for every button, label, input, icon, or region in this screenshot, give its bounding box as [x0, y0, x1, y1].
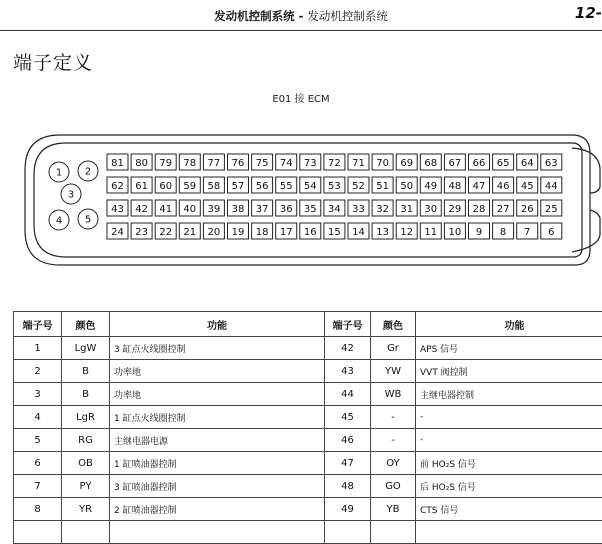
pin-label: 46: [497, 181, 510, 192]
function-desc: 3 缸点火线圈控制: [110, 337, 325, 360]
pin-label: 9: [476, 227, 482, 238]
pin-grid: [107, 154, 562, 239]
pin-label: 67: [449, 158, 462, 169]
terminal-number: 47: [325, 452, 371, 475]
pin-label: 80: [135, 158, 148, 169]
terminal-number: 48: [325, 475, 371, 498]
pin-label: 64: [521, 158, 534, 169]
table-row: [14, 521, 602, 544]
table-row: [14, 383, 602, 406]
pin-label: 21: [183, 227, 196, 238]
circle-terminals: [49, 161, 98, 230]
terminal-number: 43: [325, 360, 371, 383]
pin-label: 10: [449, 227, 462, 238]
pin-label: 26: [521, 204, 534, 215]
pin-label: 48: [449, 181, 462, 192]
pin-label: 20: [208, 227, 221, 238]
pin-label: 63: [545, 158, 558, 169]
pin-label: 27: [497, 204, 510, 215]
pin-label: 57: [232, 181, 245, 192]
pin-label: 42: [135, 204, 148, 215]
pin-label: 81: [111, 158, 124, 169]
pin-label: 7: [524, 227, 530, 238]
pin-label: 65: [497, 158, 510, 169]
pin-label: 71: [352, 158, 365, 169]
pin-label: 52: [352, 181, 365, 192]
pin-label: 35: [304, 204, 317, 215]
pin-label: 32: [376, 204, 389, 215]
pin-label: 40: [183, 204, 196, 215]
terminal-number: 1: [14, 337, 62, 360]
circle-terminal-label: 2: [85, 167, 91, 178]
pin-label: 75: [256, 158, 269, 169]
pin-label: 78: [183, 158, 196, 169]
pin-label: 6: [548, 227, 554, 238]
wire-color: B: [62, 383, 110, 406]
wire-color: YR: [62, 498, 110, 521]
table-row: [14, 406, 602, 429]
page-number: 12-: [575, 4, 602, 22]
pin-label: 30: [424, 204, 437, 215]
function-desc: 功率地: [110, 383, 325, 406]
connector-label: E01 接 ECM: [0, 90, 602, 105]
table-row: [14, 337, 602, 360]
pin-label: 58: [208, 181, 221, 192]
function-desc: -: [416, 406, 602, 429]
header-title-bold: 发动机控制系统 -: [214, 9, 307, 23]
pin-label: 17: [280, 227, 293, 238]
wire-color: B: [62, 360, 110, 383]
pin-label: 18: [256, 227, 269, 238]
terminal-number: 42: [325, 337, 371, 360]
terminal-number: 7: [14, 475, 62, 498]
col-header-terminal-2: 端子号: [325, 312, 371, 337]
pin-label: 43: [111, 204, 124, 215]
table-body: [14, 337, 602, 544]
function-desc: 1 缸点火线圈控制: [110, 406, 325, 429]
wire-color: -: [371, 429, 416, 452]
function-desc: 后 HO₂S 信号: [416, 475, 602, 498]
table-row: [14, 360, 602, 383]
function-desc: -: [416, 429, 602, 452]
pin-label: 8: [500, 227, 506, 238]
pin-label: 53: [328, 181, 341, 192]
function-desc: 功率地: [110, 360, 325, 383]
pin-label: 62: [111, 181, 124, 192]
header-title-rest: 发动机控制系统: [307, 9, 388, 23]
table-header-row: [14, 312, 602, 337]
terminal-number: 8: [14, 498, 62, 521]
pin-label: 45: [521, 181, 534, 192]
table-row: [14, 475, 602, 498]
pin-label: 16: [304, 227, 317, 238]
section-title: 端子定义: [13, 48, 93, 75]
table-row: [14, 429, 602, 452]
terminal-number: 6: [14, 452, 62, 475]
pin-label: 41: [159, 204, 172, 215]
col-header-function-2: 功能: [416, 312, 602, 337]
terminal-number: [14, 521, 62, 544]
function-desc: 2 缸喷油器控制: [110, 498, 325, 521]
wire-color: OY: [371, 452, 416, 475]
pin-label: 69: [400, 158, 413, 169]
wire-color: LgR: [62, 406, 110, 429]
pin-label: 19: [232, 227, 245, 238]
wire-color: Gr: [371, 337, 416, 360]
wire-color: RG: [62, 429, 110, 452]
pin-label: 31: [400, 204, 413, 215]
pin-label: 13: [376, 227, 389, 238]
circle-terminal-label: 3: [68, 190, 74, 201]
pin-label: 68: [424, 158, 437, 169]
wire-color: LgW: [62, 337, 110, 360]
connector-latch-top: [572, 148, 600, 193]
function-desc: 1 缸喷油器控制: [110, 452, 325, 475]
pin-label: 39: [208, 204, 221, 215]
function-desc: 前 HO₂S 信号: [416, 452, 602, 475]
pin-label: 15: [328, 227, 341, 238]
pin-label: 34: [328, 204, 341, 215]
pin-label: 28: [473, 204, 486, 215]
terminal-number: 49: [325, 498, 371, 521]
pin-label: 37: [256, 204, 269, 215]
col-header-terminal: 端子号: [14, 312, 62, 337]
table-row: [14, 452, 602, 475]
terminal-number: 44: [325, 383, 371, 406]
pin-label: 24: [111, 227, 124, 238]
wire-color: [62, 521, 110, 544]
pin-label: 29: [449, 204, 462, 215]
col-header-color: 颜色: [62, 312, 110, 337]
function-desc: 主继电器控制: [416, 383, 602, 406]
terminal-table: [13, 311, 602, 544]
pin-label: 50: [400, 181, 413, 192]
pin-label: 72: [328, 158, 341, 169]
function-desc: APS 信号: [416, 337, 602, 360]
pin-label: 56: [256, 181, 269, 192]
pin-label: 51: [376, 181, 389, 192]
pin-label: 79: [159, 158, 172, 169]
pin-label: 55: [280, 181, 293, 192]
pin-label: 12: [400, 227, 413, 238]
pin-label: 44: [545, 181, 558, 192]
pin-label: 74: [280, 158, 293, 169]
wire-color: YW: [371, 360, 416, 383]
pin-label: 54: [304, 181, 317, 192]
function-desc: 主继电器电源: [110, 429, 325, 452]
function-desc: [416, 521, 602, 544]
terminal-number: 5: [14, 429, 62, 452]
pin-label: 77: [208, 158, 221, 169]
wire-color: -: [371, 406, 416, 429]
pin-label: 59: [183, 181, 196, 192]
wire-color: PY: [62, 475, 110, 498]
pin-label: 73: [304, 158, 317, 169]
pin-label: 70: [376, 158, 389, 169]
pin-label: 76: [232, 158, 245, 169]
pin-label: 49: [424, 181, 437, 192]
pin-label: 33: [352, 204, 365, 215]
terminal-number: 2: [14, 360, 62, 383]
function-desc: CTS 信号: [416, 498, 602, 521]
col-header-color-2: 颜色: [371, 312, 416, 337]
pin-label: 25: [545, 204, 558, 215]
col-header-function: 功能: [110, 312, 325, 337]
table-row: [14, 498, 602, 521]
function-desc: [110, 521, 325, 544]
pin-label: 14: [352, 227, 365, 238]
wire-color: GO: [371, 475, 416, 498]
terminal-number: [325, 521, 371, 544]
pin-label: 47: [473, 181, 486, 192]
function-desc: VVT 阀控制: [416, 360, 602, 383]
pin-label: 23: [135, 227, 148, 238]
pin-label: 11: [424, 227, 437, 238]
wire-color: YB: [371, 498, 416, 521]
pin-label: 38: [232, 204, 245, 215]
pin-label: 22: [159, 227, 172, 238]
terminal-number: 45: [325, 406, 371, 429]
pin-label: 60: [159, 181, 172, 192]
pin-label: 61: [135, 181, 148, 192]
circle-terminal-label: 5: [85, 215, 91, 226]
pin-label: 36: [280, 204, 293, 215]
wire-color: [371, 521, 416, 544]
terminal-number: 4: [14, 406, 62, 429]
terminal-number: 46: [325, 429, 371, 452]
connector-latch-bottom: [572, 210, 600, 252]
wire-color: OB: [62, 452, 110, 475]
terminal-number: 3: [14, 383, 62, 406]
circle-terminal-label: 1: [56, 168, 62, 179]
pin-label: 66: [473, 158, 486, 169]
circle-terminal-label: 4: [56, 216, 62, 227]
function-desc: 3 缸喷油器控制: [110, 475, 325, 498]
wire-color: WB: [371, 383, 416, 406]
